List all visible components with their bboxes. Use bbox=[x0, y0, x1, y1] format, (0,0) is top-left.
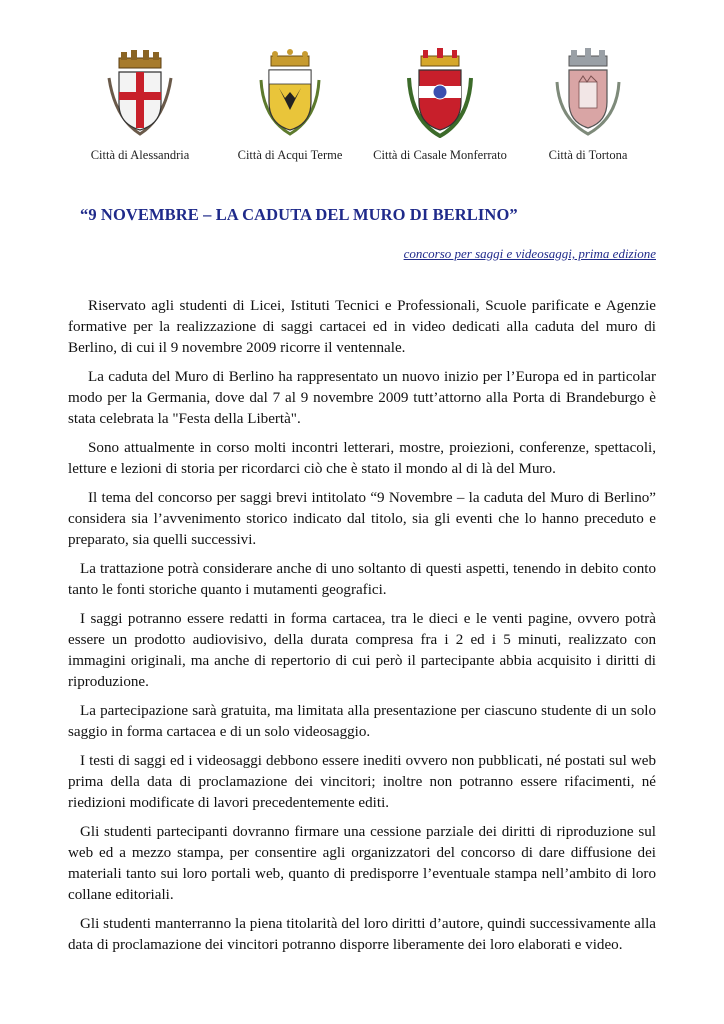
paragraph: Gli studenti partecipanti dovranno firmare una cessione parziale dei diritti di riproduzione sul web ed a mezzo stampa, per consentire agli organizzatori del concorso di dare diffusione dei materiali tanto sui loro portali web, quanto di predisporre l’eventuale stampa nell’ambito di loro collane editoriali. bbox=[68, 824, 656, 903]
crest-caption-casale-monferrato: Città di Casale Monferrato bbox=[373, 148, 507, 162]
document-title: “9 NOVEMBRE – LA CADUTA DEL MURO DI BERLINO” bbox=[80, 205, 518, 224]
crest-caption-alessandria: Città di Alessandria bbox=[90, 148, 190, 162]
paragraph: Il tema del concorso per saggi brevi intitolato “9 Novembre – la caduta del Muro di Berlino” considera sia l’avvenimento storico indicato dal titolo, sia gli eventi che lo hanno preceduto e preparato, sia quelli successivi. bbox=[68, 490, 656, 548]
crests-row bbox=[70, 48, 656, 183]
paragraph: La trattazione potrà considerare anche di uno soltanto di questi aspetti, tenendo in debito conto tanto le fonti storiche quanto i mutamenti geografici. bbox=[68, 561, 656, 598]
paragraph: I testi di saggi ed i videosaggi debbono essere inediti ovvero non pubblicati, né postati sul web prima della data di proclamazione dei vincitori; inoltre non potranno essere rifacimenti, né riedizioni modificate di lavori precedentemente editi. bbox=[68, 753, 656, 811]
paragraph: Sono attualmente in corso molti incontri letterari, mostre, proiezioni, conferenze, spettacoli, letture e lezioni di storia per ricordarci ciò che è stato il mondo al di là del Muro. bbox=[68, 440, 656, 477]
crest-caption-tortona: Città di Tortona bbox=[548, 148, 628, 162]
crest-casale-monferrato bbox=[370, 48, 510, 163]
tortona-coat-of-arms-icon bbox=[553, 48, 623, 138]
document-body bbox=[68, 296, 656, 964]
crest-acqui-terme bbox=[220, 48, 360, 163]
paragraph: I saggi potranno essere redatti in forma cartacea, tra le dieci e le venti pagine, ovvero potrà essere un prodotto audiovisivo, della durata compresa fra i 2 ed i 5 minuti, realizzato con immagini originali, ma anche di repertorio di cui però il partecipante abbia acquisito i diritti di riproduzione. bbox=[68, 611, 656, 690]
casale-monferrato-coat-of-arms-icon bbox=[405, 48, 475, 138]
document-subtitle: concorso per saggi e videosaggi, prima edizione bbox=[403, 246, 656, 261]
crest-alessandria bbox=[70, 48, 210, 163]
paragraph: La caduta del Muro di Berlino ha rappresentato un nuovo inizio per l’Europa ed in particolar modo per la Germania, dove dal 7 al 9 novembre 2009 tutt’attorno alla Porta di Brandeburgo è stata celebrata la "Festa della Libertà". bbox=[68, 369, 656, 427]
alessandria-coat-of-arms-icon bbox=[105, 48, 175, 138]
acqui-terme-coat-of-arms-icon bbox=[255, 48, 325, 138]
paragraph: Gli studenti manterranno la piena titolarità del loro diritti d’autore, quindi successivamente alla data di proclamazione dei vincitori potranno disporre liberamente dei loro elaborati e video. bbox=[68, 916, 656, 953]
paragraph: Riservato agli studenti di Licei, Istituti Tecnici e Professionali, Scuole parificate e Agenzie formative per la realizzazione di saggi cartacei ed in video dedicati alla caduta del muro di Berlino, di cui il 9 novembre 2009 ricorre il ventennale. bbox=[68, 298, 656, 356]
crest-tortona bbox=[518, 48, 658, 163]
crest-caption-acqui-terme: Città di Acqui Terme bbox=[237, 148, 343, 162]
paragraph: La partecipazione sarà gratuita, ma limitata alla presentazione per ciascuno studente di un solo saggio in forma cartacea e di un solo videosaggio. bbox=[68, 703, 656, 740]
